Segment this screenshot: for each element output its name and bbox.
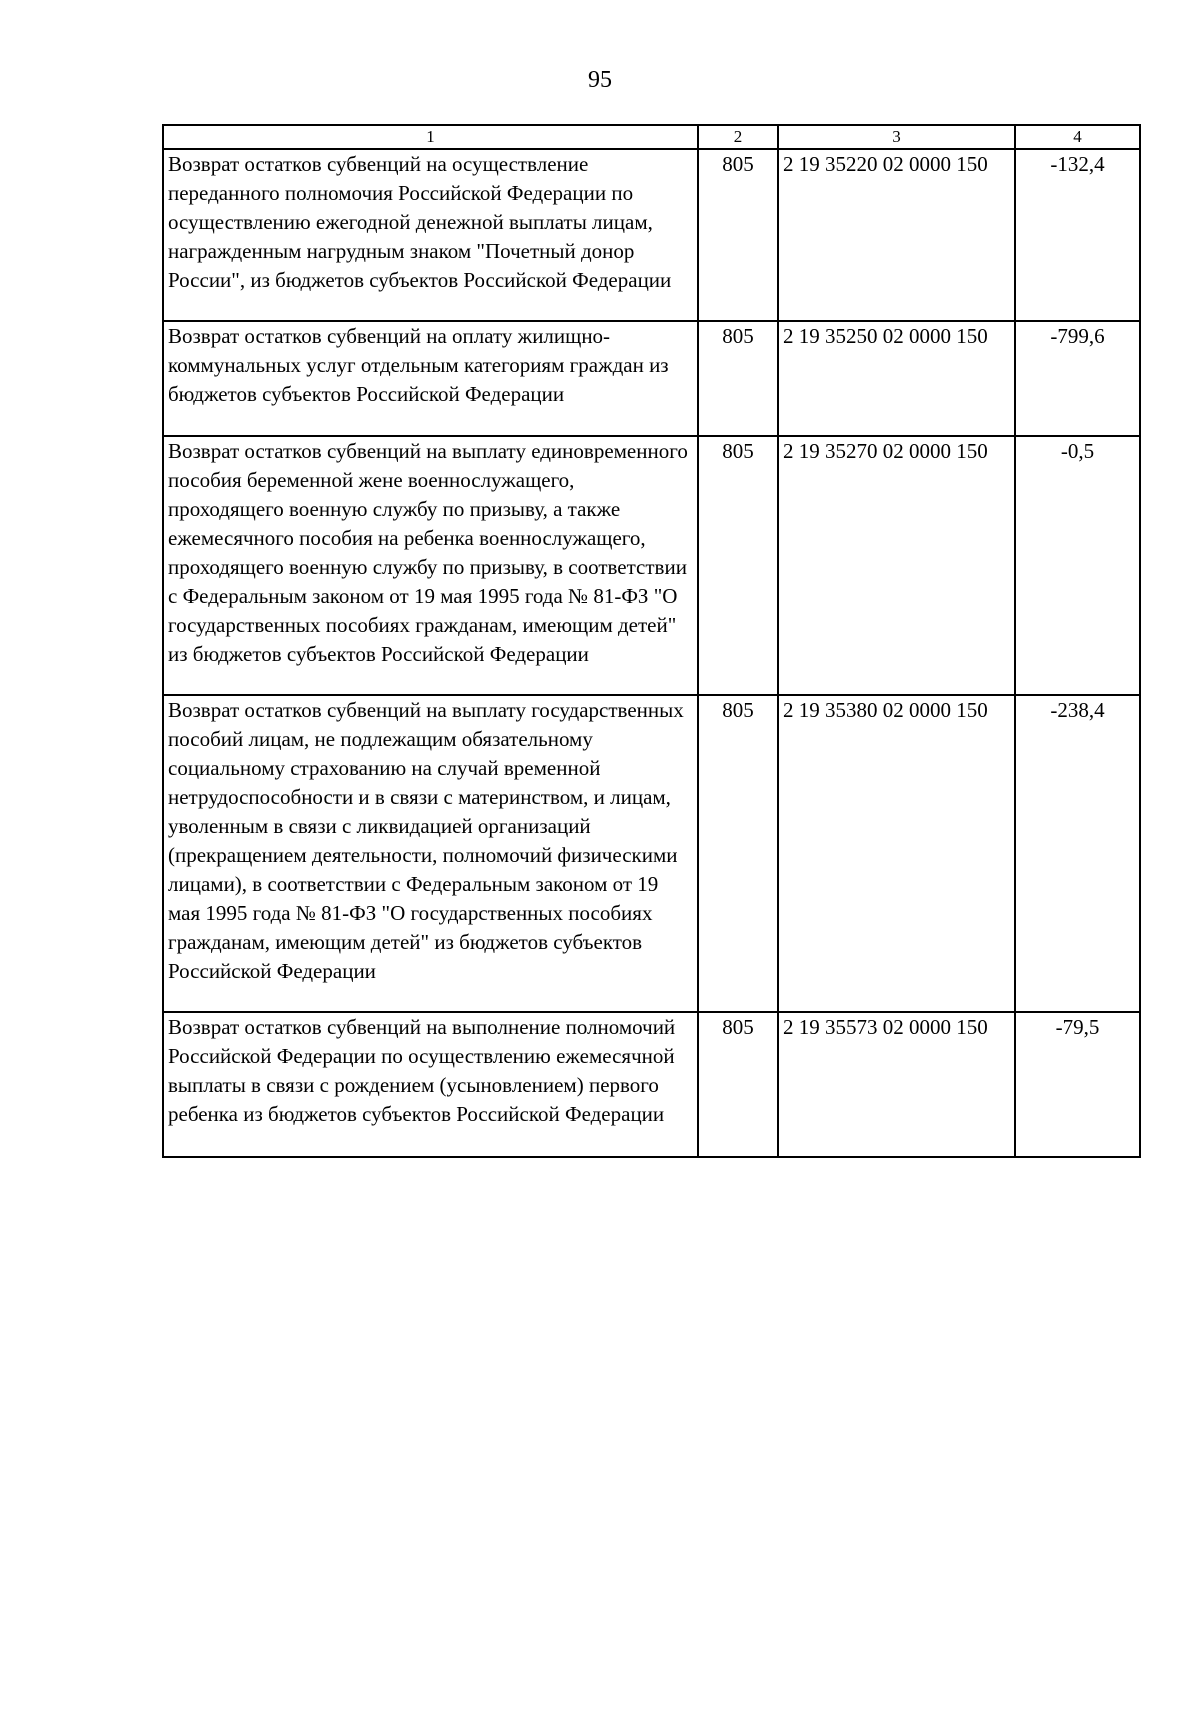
table-row <box>163 1012 1140 1157</box>
table-row <box>163 695 1140 1012</box>
row-admin-code: 805 <box>698 695 778 1012</box>
row-admin-code: 805 <box>698 436 778 695</box>
row-budget-code: 2 19 35250 02 0000 150 <box>778 321 1015 436</box>
header-row <box>163 125 1140 149</box>
row-description: Возврат остатков субвенций на выплату единовременного пособия беременной жене военнослужащего, проходящего военную службу по призыву, а также ежемесячного пособия на ребенка военнослужащего, проходящего военную службу по призыву, в соответствии с Федеральным законом от 19 мая 1995 года № 81-ФЗ "О государственных пособиях гражданам, имеющим детей" из бюджетов субъектов Российской Федерации <box>163 436 698 695</box>
row-budget-code: 2 19 35380 02 0000 150 <box>778 695 1015 1012</box>
row-description: Возврат остатков субвенций на выполнение полномочий Российской Федерации по осуществлению ежемесячной выплаты в связи с рождением (усыновлением) первого ребенка из бюджетов субъектов Российской Федерации <box>163 1012 698 1157</box>
row-description: Возврат остатков субвенций на оплату жилищно-коммунальных услуг отдельным категориям граждан из бюджетов субъектов Российской Федерации <box>163 321 698 436</box>
row-budget-code: 2 19 35573 02 0000 150 <box>778 1012 1015 1157</box>
row-amount: -799,6 <box>1015 321 1140 436</box>
row-admin-code: 805 <box>698 321 778 436</box>
table-row <box>163 321 1140 436</box>
header-col-4: 4 <box>1015 125 1140 149</box>
row-amount: -0,5 <box>1015 436 1140 695</box>
row-description: Возврат остатков субвенций на осуществление переданного полномочия Российской Федерации по осуществлению ежегодной денежной выплаты лицам, награжденным нагрудным знаком "Почетный донор России", из бюджетов субъектов Российской Федерации <box>163 149 698 321</box>
row-amount: -132,4 <box>1015 149 1140 321</box>
header-col-1: 1 <box>163 125 698 149</box>
row-amount: -238,4 <box>1015 695 1140 1012</box>
table-header <box>163 125 1140 149</box>
row-admin-code: 805 <box>698 149 778 321</box>
table-body <box>163 149 1140 1157</box>
row-amount: -79,5 <box>1015 1012 1140 1157</box>
header-col-2: 2 <box>698 125 778 149</box>
page-number: 95 <box>588 67 612 93</box>
table-row <box>163 149 1140 321</box>
row-admin-code: 805 <box>698 1012 778 1157</box>
budget-table <box>162 124 1141 1158</box>
row-description: Возврат остатков субвенций на выплату государственных пособий лицам, не подлежащим обязательному социальному страхованию на случай временной нетрудоспособности и в связи с материнством, и лицам, уволенным в связи с ликвидацией организаций (прекращением деятельности, полномочий физическими лицами), в соответствии с Федеральным законом от 19 мая 1995 года № 81-ФЗ "О государственных пособиях гражданам, имеющим детей" из бюджетов субъектов Российской Федерации <box>163 695 698 1012</box>
row-budget-code: 2 19 35270 02 0000 150 <box>778 436 1015 695</box>
header-col-3: 3 <box>778 125 1015 149</box>
row-budget-code: 2 19 35220 02 0000 150 <box>778 149 1015 321</box>
table-row <box>163 436 1140 695</box>
